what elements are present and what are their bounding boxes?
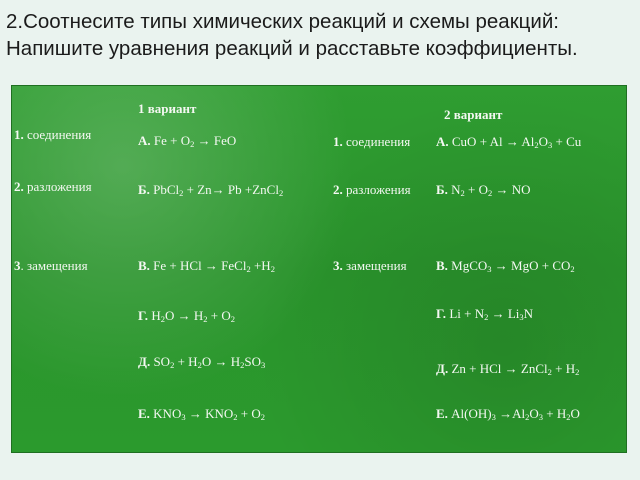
v1-type-2-num: 2. — [14, 179, 24, 194]
v2-scheme-v-letter: В. — [436, 258, 448, 273]
v1-type-3 — [14, 258, 88, 273]
v1-scheme-a-letter: А. — [138, 133, 151, 148]
v1-scheme-d — [138, 354, 265, 369]
v1-type-1-num: 1. — [14, 127, 24, 142]
v2-type-1 — [333, 134, 410, 149]
v1-scheme-b-letter: Б. — [138, 182, 150, 197]
v1-type-1 — [14, 127, 91, 142]
v2-scheme-d — [436, 361, 579, 376]
v1-scheme-e-equation: $KNO_3 \to KNO_2 + O_2$ — [153, 406, 265, 422]
title-line-1: 2.Соотнесите типы химических реакций и схемы реакций: — [6, 10, 559, 33]
v1-type-3-label: . замещения — [20, 258, 88, 273]
v1-scheme-e-letter: Е. — [138, 406, 150, 421]
v2-scheme-b-equation: $N_2 + O_2$ → NO — [451, 182, 531, 198]
v2-type-2-label: разложения — [346, 182, 411, 197]
v2-scheme-g-equation: $Li + N_2 \to Li_3N$ — [449, 306, 534, 322]
v1-scheme-d-letter: Д. — [138, 354, 151, 369]
v1-type-1-label: соединения — [27, 127, 92, 142]
v1-scheme-b-equation: PbCl$_2$ + Zn→ Pb +ZnCl$_2$ — [153, 182, 284, 198]
green-board — [11, 85, 627, 453]
v2-scheme-d-letter: Д. — [436, 361, 449, 376]
v1-type-3-num: 3 — [14, 258, 21, 273]
v1-scheme-v-equation: Fe + HCl → FeCl$_2$ $+H_2$ — [153, 258, 275, 274]
v1-type-2-label: разложения — [27, 179, 92, 194]
title-line-2: Напишите уравнения реакций и расставьте коэффициенты. — [6, 37, 578, 60]
v2-scheme-a-letter: А. — [436, 134, 449, 149]
v1-scheme-e — [138, 406, 265, 421]
v2-type-3 — [333, 258, 407, 273]
v2-scheme-g-letter: Г. — [436, 306, 447, 321]
v2-scheme-b-letter: Б. — [436, 182, 448, 197]
v2-scheme-a-equation: CuO + $Al \to Al_2O_3 + Cu$ — [451, 134, 582, 150]
v1-scheme-g — [138, 308, 235, 323]
v1-scheme-a-equation: $Fe + O_2$ → FeO — [153, 133, 237, 149]
v2-scheme-v — [436, 258, 575, 273]
v2-scheme-a — [436, 134, 581, 149]
variant-1-header: 1 вариант — [138, 101, 197, 116]
v2-type-2 — [333, 182, 411, 197]
v2-type-3-num: 3. — [333, 258, 343, 273]
v1-scheme-b — [138, 182, 283, 197]
v2-scheme-v-equation: MgCO$_3$ → MgO + $CO_2$ — [451, 258, 575, 274]
v2-scheme-g — [436, 306, 533, 321]
v2-scheme-e-equation: $Al(OH)_3 \to Al_2O_3 + H_2O$ — [451, 406, 580, 422]
v2-scheme-e-letter: Е. — [436, 406, 448, 421]
v1-scheme-v-letter: В. — [138, 258, 150, 273]
v2-scheme-d-equation: Zn + HCl → ZnCl$_2$ + $H_2$ — [451, 361, 580, 377]
v2-type-2-num: 2. — [333, 182, 343, 197]
task-title — [6, 8, 636, 62]
v2-scheme-b — [436, 182, 531, 197]
v1-type-2 — [14, 179, 92, 194]
v1-scheme-g-letter: Г. — [138, 308, 149, 323]
v2-scheme-e — [436, 406, 580, 421]
variant-2-header: 2 вариант — [444, 107, 503, 122]
v2-type-1-num: 1. — [333, 134, 343, 149]
v1-scheme-v — [138, 258, 275, 273]
v2-type-1-label: соединения — [346, 134, 411, 149]
v1-scheme-d-equation: $SO_2 + H_2O \to H_2SO_3$ — [153, 354, 266, 370]
v2-type-3-label: замещения — [346, 258, 407, 273]
v1-scheme-g-equation: $H_2O \to H_2 + O_2$ — [151, 308, 235, 324]
v1-scheme-a — [138, 133, 236, 148]
